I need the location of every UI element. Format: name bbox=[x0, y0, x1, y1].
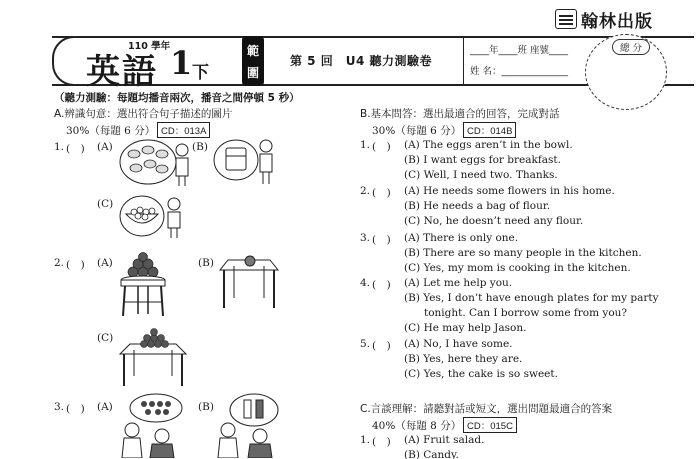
b4-option-c: (C) He may help Jason. bbox=[404, 322, 527, 334]
b1-option-c: (C) Well, I need two. Thanks. bbox=[404, 169, 558, 181]
b2-option-b: (B) He needs a bag of flour. bbox=[404, 200, 551, 212]
a1-option-c-label: (C) bbox=[97, 198, 114, 210]
a3-option-a-label: (A) bbox=[97, 401, 113, 413]
b4-option-b: (B) Yes, I don’t have enough plates for my party bbox=[404, 292, 659, 304]
b4-answer-blank[interactable]: ( ) bbox=[372, 279, 391, 291]
b1-option-b: (B) I want eggs for breakfast. bbox=[404, 154, 561, 166]
section-a-score: 30%（每題 6 分） bbox=[66, 125, 156, 137]
b5-option-b: (B) Yes, here they are. bbox=[404, 353, 523, 365]
b5-number: 5. bbox=[360, 338, 371, 350]
class-seat-field[interactable]: ____年____班 座號____ bbox=[470, 45, 569, 56]
b4-option-a: (A) Let me help you. bbox=[404, 277, 513, 289]
b3-option-b: (B) There are so many people in the kitchen. bbox=[404, 247, 642, 259]
b3-answer-blank[interactable]: ( ) bbox=[372, 234, 391, 246]
publisher-name: 翰林出版 bbox=[581, 11, 653, 32]
c1-option-a: (A) Fruit salad. bbox=[404, 434, 485, 446]
section-c-cd-code: CD：015C bbox=[463, 417, 517, 433]
b3-number: 3. bbox=[360, 232, 371, 244]
a2-option-c-picture[interactable] bbox=[116, 328, 190, 388]
b5-option-a: (A) No, I have some. bbox=[404, 338, 513, 350]
b3-option-c: (C) Yes, my mom is cooking in the kitchen. bbox=[404, 262, 631, 274]
b1-number: 1. bbox=[360, 139, 371, 151]
section-b-title: B.基本問答：選出最適合的回答，完成對話 bbox=[360, 108, 560, 120]
a1-number: 1. bbox=[54, 141, 65, 153]
a1-option-a-picture[interactable] bbox=[118, 136, 190, 188]
b5-option-c: (C) Yes, the cake is so sweet. bbox=[404, 368, 558, 380]
b5-answer-blank[interactable]: ( ) bbox=[372, 340, 391, 352]
publisher-brand bbox=[555, 6, 653, 32]
a2-answer-blank[interactable]: ( ) bbox=[66, 259, 85, 271]
a3-answer-blank[interactable]: ( ) bbox=[66, 403, 85, 415]
a1-answer-blank[interactable]: ( ) bbox=[66, 143, 85, 155]
a1-option-a-label: (A) bbox=[97, 141, 113, 153]
a2-option-a-picture[interactable] bbox=[116, 252, 170, 318]
a2-option-c-label: (C) bbox=[97, 332, 114, 344]
b2-option-c: (C) No, he doesn’t need any flour. bbox=[404, 215, 584, 227]
header-divider bbox=[463, 38, 464, 84]
b1-answer-blank[interactable]: ( ) bbox=[372, 141, 391, 153]
a2-option-b-picture[interactable] bbox=[214, 252, 284, 310]
school-year: 110 學年 bbox=[128, 41, 171, 52]
a2-option-b-label: (B) bbox=[198, 257, 214, 269]
semester-label: 下 bbox=[192, 63, 209, 83]
b4-option-b-continued: tonight. Can I borrow some from you? bbox=[424, 307, 628, 319]
b2-answer-blank[interactable]: ( ) bbox=[372, 187, 391, 199]
b4-number: 4. bbox=[360, 277, 371, 289]
a1-option-b-picture[interactable] bbox=[212, 134, 278, 188]
a1-option-c-picture[interactable] bbox=[118, 192, 186, 240]
b2-option-a: (A) He needs some flowers in his home. bbox=[404, 185, 615, 197]
a3-number: 3. bbox=[54, 401, 65, 413]
section-b-cd-code: CD：014B bbox=[463, 122, 516, 138]
scope-badge bbox=[242, 36, 264, 86]
student-name-field[interactable]: 姓 名：______________ bbox=[470, 66, 569, 77]
subject-title: 英語 bbox=[86, 52, 158, 92]
b3-option-a: (A) There is only one. bbox=[404, 232, 519, 244]
a3-option-b-label: (B) bbox=[198, 401, 214, 413]
score-label: 總 分 bbox=[612, 39, 650, 55]
exam-title: 第 5 回 U4 聽力測驗卷 bbox=[290, 54, 432, 68]
section-c-score: 40%（每題 8 分） bbox=[372, 420, 462, 432]
a2-option-a-label: (A) bbox=[97, 257, 113, 269]
grade-number: 1 bbox=[170, 44, 193, 82]
c1-option-b: (B) Candy. bbox=[404, 449, 459, 459]
a1-option-b-label: (B) bbox=[192, 141, 208, 153]
section-a-cd-code: CD：013A bbox=[157, 122, 210, 138]
scope-char-2: 圍 bbox=[246, 65, 259, 80]
scope-char-1: 範 bbox=[246, 43, 259, 58]
a2-number: 2. bbox=[54, 257, 65, 269]
b1-option-a: (A) The eggs aren’t in the bowl. bbox=[404, 139, 573, 151]
c1-answer-blank[interactable]: ( ) bbox=[372, 436, 391, 448]
c1-number: 1. bbox=[360, 434, 371, 446]
section-a-title: A.辨識句意：選出符合句子描述的圖片 bbox=[54, 108, 233, 120]
listening-instructions: （聽力測驗：每題均播音兩次，播音之間停頓 5 秒） bbox=[54, 92, 300, 104]
a3-option-a-picture[interactable] bbox=[118, 392, 184, 458]
section-b-score: 30%（每題 6 分） bbox=[372, 125, 462, 137]
a3-option-b-picture[interactable] bbox=[214, 392, 280, 458]
section-c-title: C.言談理解：請聽對話或短文，選出問題最適合的答案 bbox=[360, 403, 613, 415]
publisher-logo-icon bbox=[555, 9, 577, 29]
b2-number: 2. bbox=[360, 185, 371, 197]
